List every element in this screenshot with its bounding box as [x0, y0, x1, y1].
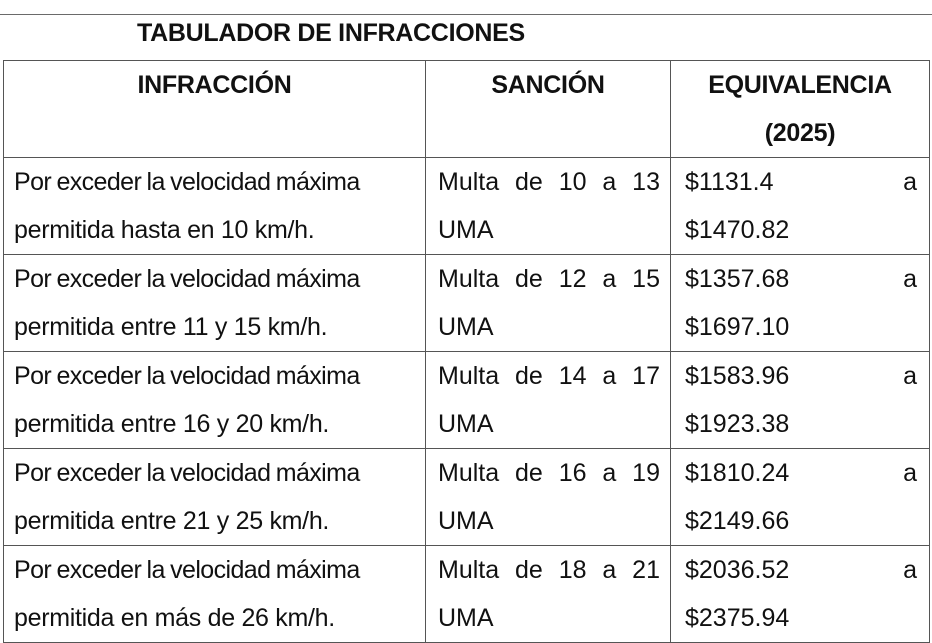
table-row [4, 546, 930, 643]
header-sancion-label: SANCIÓN [491, 71, 605, 99]
infraccion-line-2: permitida entre 21 y 25 km/h. [14, 507, 330, 535]
sancion-line-1 [438, 546, 660, 594]
sancion-word: de [515, 168, 543, 196]
sancion-line-2: UMA [438, 410, 494, 438]
infraccion-line-2: permitida entre 16 y 20 km/h. [14, 410, 330, 438]
equivalencia-cell [671, 546, 930, 643]
header-row [4, 61, 930, 158]
sancion-word: de [515, 362, 543, 390]
sancion-word: 12 [558, 265, 587, 293]
equivalencia-to: $2149.66 [685, 507, 790, 535]
sancion-word: Multa [438, 556, 500, 584]
sancion-line-1 [438, 255, 660, 303]
infraccion-cell [4, 158, 426, 255]
table-row [4, 352, 930, 449]
equivalencia-separator: a [903, 168, 917, 196]
sancion-word: 10 [558, 168, 587, 196]
equivalencia-separator: a [903, 265, 917, 293]
sancion-cell [426, 352, 671, 449]
equivalencia-separator: a [903, 362, 917, 390]
sancion-word: 17 [632, 362, 660, 390]
equivalencia-line-1 [685, 158, 917, 206]
infraccion-line-2: permitida entre 11 y 15 km/h. [14, 313, 328, 341]
sancion-cell [426, 158, 671, 255]
infraccion-line-1: Por exceder la velocidad máxima [14, 265, 360, 293]
sancion-word: 14 [558, 362, 587, 390]
equivalencia-cell [671, 158, 930, 255]
equivalencia-to: $1470.82 [685, 216, 790, 244]
sancion-word: 21 [632, 556, 660, 584]
sancion-cell [426, 449, 671, 546]
equivalencia-from: $1810.24 [685, 459, 790, 487]
infraccion-line-2: permitida hasta en 10 km/h. [14, 216, 315, 244]
infraccion-line-1: Por exceder la velocidad máxima [14, 556, 360, 584]
sancion-word: a [602, 265, 617, 293]
infraccion-cell [4, 546, 426, 643]
header-infraccion-label: INFRACCIÓN [137, 71, 292, 99]
equivalencia-from: $1583.96 [685, 362, 790, 390]
sancion-cell [426, 255, 671, 352]
infraccion-line-1: Por exceder la velocidad máxima [14, 362, 360, 390]
header-equivalencia-label: EQUIVALENCIA [708, 71, 892, 99]
sancion-line-2: UMA [438, 507, 494, 535]
infraccion-line-1: Por exceder la velocidad máxima [14, 168, 360, 196]
sancion-line-2: UMA [438, 604, 494, 632]
sancion-word: 13 [632, 168, 660, 196]
equivalencia-from: $2036.52 [685, 556, 790, 584]
sancion-line-1 [438, 352, 660, 400]
sancion-word: 16 [558, 459, 587, 487]
equivalencia-line-1 [685, 546, 917, 594]
sancion-word: 18 [558, 556, 587, 584]
sancion-word: a [602, 362, 617, 390]
header-equivalencia [671, 61, 930, 158]
table-row [4, 449, 930, 546]
sancion-word: de [515, 556, 543, 584]
equivalencia-line-1 [685, 255, 917, 303]
sancion-word: 19 [632, 459, 660, 487]
sancion-word: 15 [632, 265, 660, 293]
sancion-word: a [602, 168, 617, 196]
sancion-word: a [602, 459, 617, 487]
sancion-line-2: UMA [438, 216, 494, 244]
equivalencia-line-1 [685, 352, 917, 400]
equivalencia-to: $1697.10 [685, 313, 790, 341]
infraccion-line-2: permitida en más de 26 km/h. [14, 604, 335, 632]
equivalencia-line-1 [685, 449, 917, 497]
equivalencia-cell [671, 255, 930, 352]
sancion-word: Multa [438, 362, 500, 390]
sancion-word: de [515, 265, 543, 293]
header-sancion [426, 61, 671, 158]
sancion-line-2: UMA [438, 313, 494, 341]
equivalencia-from: $1357.68 [685, 265, 790, 293]
title-row [0, 14, 932, 60]
infraccion-line-1: Por exceder la velocidad máxima [14, 459, 360, 487]
equivalencia-separator: a [903, 459, 917, 487]
header-equivalencia-year: (2025) [764, 119, 836, 147]
table-title: TABULADOR DE INFRACCIONES [137, 19, 525, 47]
table-row [4, 158, 930, 255]
sancion-word: de [515, 459, 543, 487]
equivalencia-from: $1131.4 [685, 168, 774, 196]
equivalencia-to: $2375.94 [685, 604, 790, 632]
equivalencia-separator: a [903, 556, 917, 584]
infraccion-cell [4, 449, 426, 546]
sancion-line-1 [438, 449, 660, 497]
header-infraccion [4, 61, 426, 158]
infraccion-cell [4, 352, 426, 449]
infraccion-cell [4, 255, 426, 352]
equivalencia-to: $1923.38 [685, 410, 790, 438]
equivalencia-cell [671, 449, 930, 546]
sancion-cell [426, 546, 671, 643]
sancion-line-1 [438, 158, 660, 206]
infractions-table [3, 60, 930, 643]
sancion-word: Multa [438, 459, 500, 487]
equivalencia-cell [671, 352, 930, 449]
sancion-word: Multa [438, 265, 500, 293]
table-row [4, 255, 930, 352]
sancion-word: a [602, 556, 617, 584]
sancion-word: Multa [438, 168, 500, 196]
